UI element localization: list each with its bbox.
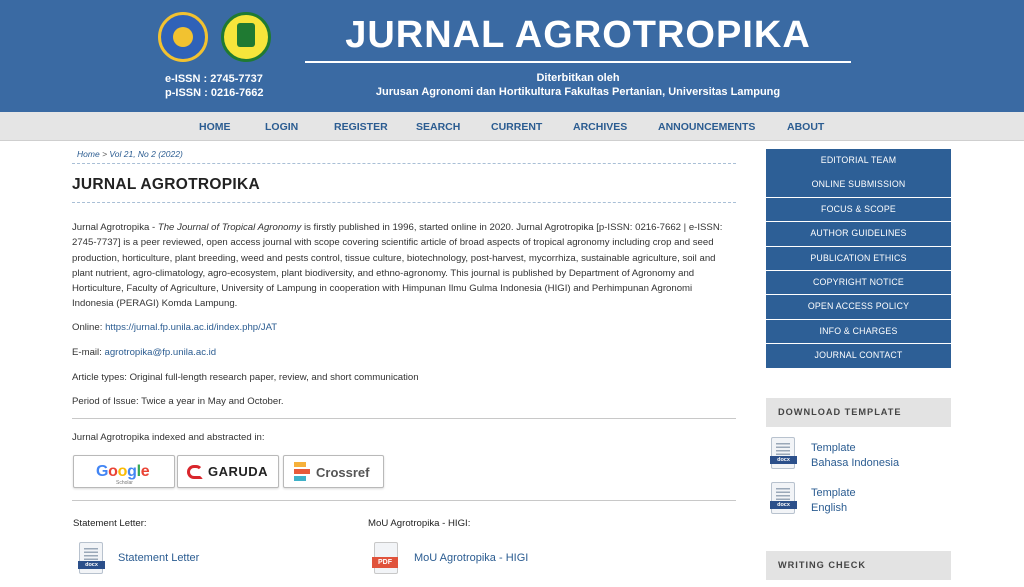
description-prefix: Jurnal Agrotropika -	[72, 222, 158, 233]
statement-letter-link[interactable]: Statement Letter	[118, 552, 200, 564]
breadcrumb-divider	[72, 163, 736, 164]
docx-tag: docx	[770, 501, 797, 509]
breadcrumb-home[interactable]: Home	[77, 149, 100, 159]
e-issn: e-ISSN : 2745-7737	[165, 73, 263, 85]
section-divider	[72, 418, 736, 419]
unila-logo-icon[interactable]	[158, 12, 208, 62]
publisher-line-2: Jurusan Agronomi dan Hortikultura Fakultas Pertanian, Universitas Lampung	[375, 86, 781, 98]
sidebar-item-open-access-policy[interactable]: OPEN ACCESS POLICY	[766, 295, 951, 319]
mou-link[interactable]: MoU Agrotropika - HIGI	[414, 552, 529, 564]
period-of-issue: Period of Issue: Twice a year in May and October.	[72, 396, 284, 407]
sidebar-item-focus-scope[interactable]: FOCUS & SCOPE	[766, 198, 951, 222]
nav-about[interactable]: ABOUT	[787, 121, 825, 133]
nav-home[interactable]: HOME	[199, 121, 231, 133]
mou-label: MoU Agrotropika - HIGI:	[368, 518, 471, 529]
sidebar-menu	[766, 149, 951, 369]
template-english-link[interactable]: Template English	[811, 487, 856, 514]
breadcrumb-current[interactable]: Vol 21, No 2 (2022)	[109, 149, 183, 159]
breadcrumb	[77, 149, 183, 159]
crossref-logo-icon	[294, 462, 310, 482]
p-issn: p-ISSN : 0216-7662	[165, 87, 264, 99]
nav-search[interactable]: SEARCH	[416, 121, 461, 133]
crossref-badge[interactable]	[283, 455, 384, 488]
title-divider	[305, 61, 851, 63]
email-label: E-mail:	[72, 347, 105, 358]
description-italic: The Journal of Tropical Agronomy	[157, 222, 302, 233]
nav-register[interactable]: REGISTER	[334, 121, 388, 133]
sidebar-item-online-submission[interactable]: ONLINE SUBMISSION	[766, 173, 951, 197]
sidebar-item-editorial-team[interactable]: EDITORIAL TEAM	[766, 149, 951, 173]
pdf-tag: PDF	[372, 557, 398, 568]
garuda-wordmark: GARUDA	[208, 464, 269, 479]
docx-tag: docx	[78, 561, 105, 569]
online-label: Online:	[72, 322, 106, 333]
breadcrumb-separator: >	[102, 149, 108, 159]
sidebar-item-info-charges[interactable]: INFO & CHARGES	[766, 320, 951, 344]
indexed-label: Jurnal Agrotropika indexed and abstracted in:	[72, 432, 265, 443]
sidebar-item-copyright-notice[interactable]: COPYRIGHT NOTICE	[766, 271, 951, 295]
publisher-line-1: Diterbitkan oleh	[536, 72, 620, 84]
sidebar-item-journal-contact[interactable]: JOURNAL CONTACT	[766, 344, 951, 368]
download-template-heading: DOWNLOAD TEMPLATE	[766, 398, 951, 427]
docx-file-icon[interactable]	[79, 542, 103, 574]
template-indonesia-icon[interactable]	[771, 437, 795, 469]
writing-check-heading: WRITING CHECK	[766, 551, 951, 580]
nav-archives[interactable]: ARCHIVES	[573, 121, 628, 133]
site-header	[0, 0, 1024, 112]
nav-login[interactable]: LOGIN	[265, 121, 299, 133]
pdf-file-icon[interactable]	[374, 542, 398, 574]
garuda-badge[interactable]	[177, 455, 279, 488]
journal-description	[72, 220, 736, 312]
nav-current[interactable]: CURRENT	[491, 121, 543, 133]
google-scholar-sub: Scholar	[116, 480, 133, 486]
email-line	[72, 347, 216, 358]
title-divider-main	[72, 202, 736, 203]
garuda-logo-icon	[187, 465, 203, 479]
nav-announcements[interactable]: ANNOUNCEMENTS	[658, 121, 756, 133]
email-link[interactable]: agrotropika@fp.unila.ac.id	[104, 347, 217, 358]
google-wordmark: Google	[96, 463, 150, 480]
template-indonesia-link[interactable]: Template Bahasa Indonesia	[811, 442, 900, 469]
journal-title[interactable]: JURNAL AGROTROPIKA	[345, 14, 811, 56]
page-title: JURNAL AGROTROPIKA	[72, 176, 260, 193]
main-nav	[0, 112, 1024, 141]
sidebar-item-author-guidelines[interactable]: AUTHOR GUIDELINES	[766, 222, 951, 246]
section-divider-2	[72, 500, 736, 501]
template-english-icon[interactable]	[771, 482, 795, 514]
description-body: is firstly published in 1996, started online in 2020. Jurnal Agrotropika [p-ISSN: 0216-7662 | e-ISSN: 2745-7737] is a peer reviewed, open access journal with scope covering scientific article of broad aspects of tropical agronomy including crop and seed production, horticulture, plant breeding, weed and pests control, tissue culture, biotechnology, post-harvest, mycorrhiza, sustainable agriculture, soil and plant nutrient, agro-climatology, agro-ecosystem, plant biodiversity, and ethno-agronomy. This journal is published by Department of Agronomy and Horticulture, Faculty of Agriculture, University of Lampung in cooperation with Himpunan Ilmu Gulma Indonesia (HIGI) and Perhimpunan Agronomi Indonesia (PERAGI) Komda Lampung.	[72, 222, 723, 310]
higi-logo-icon[interactable]	[221, 12, 271, 62]
crossref-wordmark: Crossref	[316, 465, 370, 480]
google-scholar-badge[interactable]	[73, 455, 175, 488]
online-url-link[interactable]: https://jurnal.fp.unila.ac.id/index.php/JAT	[105, 322, 278, 333]
article-types: Article types: Original full-length research paper, review, and short communication	[72, 372, 419, 383]
statement-letter-label: Statement Letter:	[73, 518, 147, 529]
sidebar-item-publication-ethics[interactable]: PUBLICATION ETHICS	[766, 247, 951, 271]
docx-tag: docx	[770, 456, 797, 464]
online-line	[72, 322, 277, 333]
